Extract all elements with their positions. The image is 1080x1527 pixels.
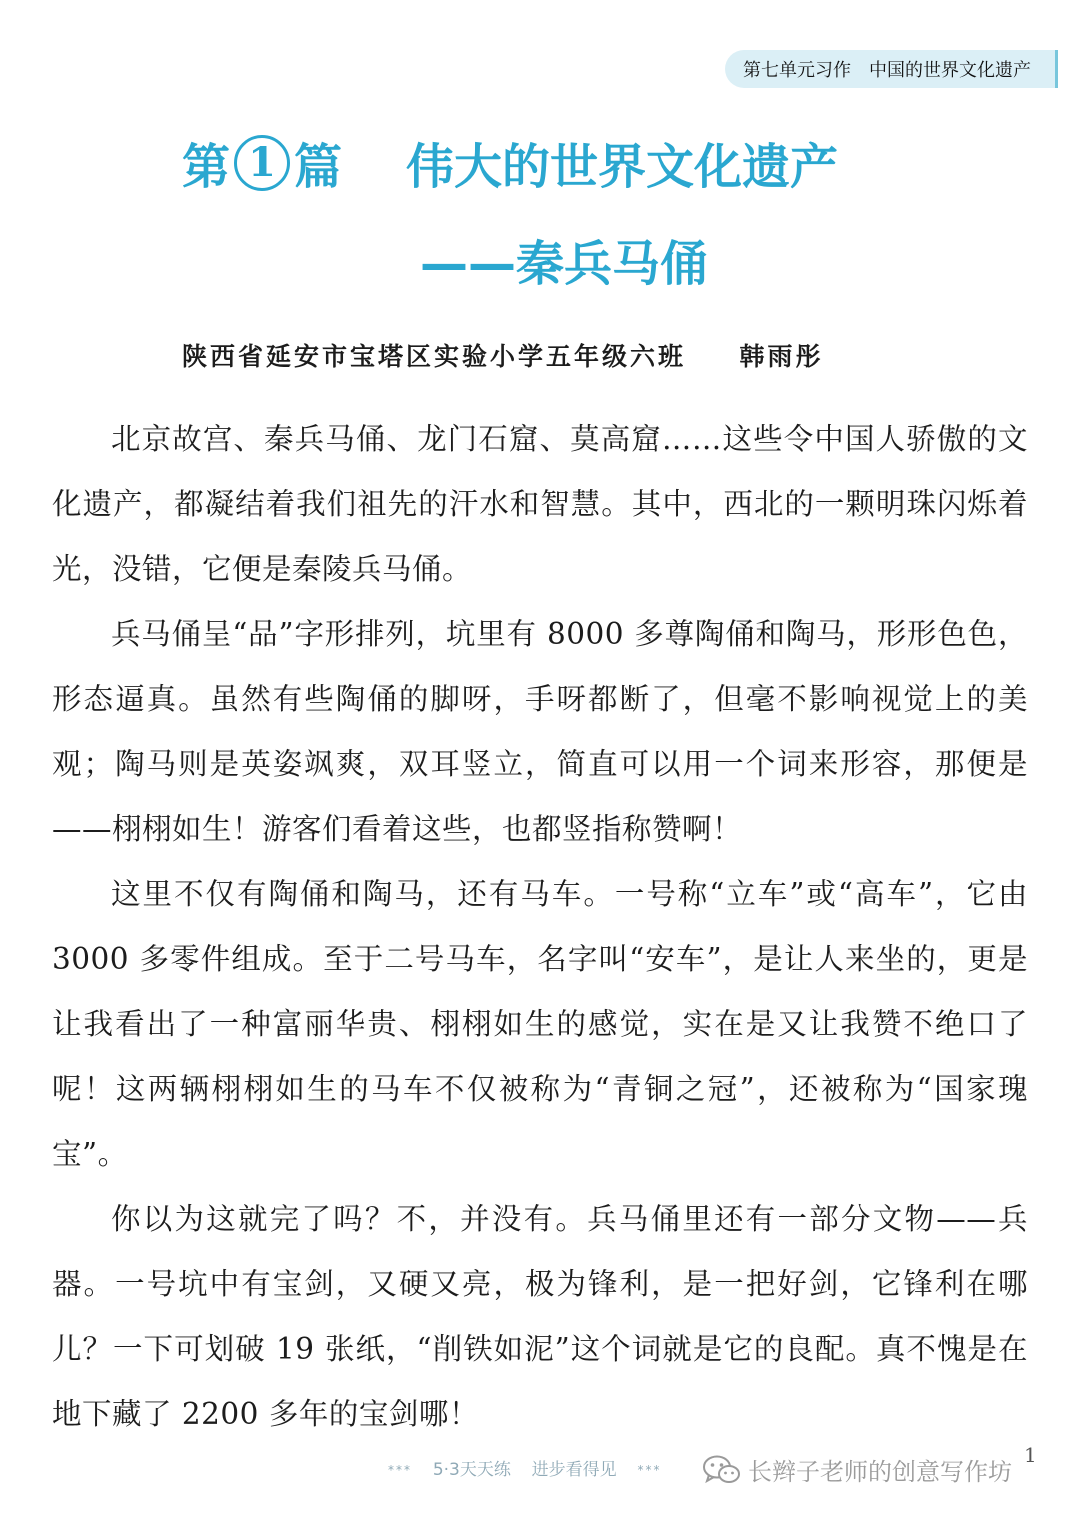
footer-slogan — [388, 1455, 661, 1480]
header-topic: 中国的世界文化遗产 — [869, 60, 1031, 81]
title-main: 伟大的世界文化遗产 — [406, 139, 839, 195]
author-school: 陕西省延安市宝塔区实验小学五年级六班 — [182, 342, 687, 371]
wechat-icon — [702, 1454, 742, 1486]
header-unit: 第七单元习作 — [743, 60, 851, 81]
title-suffix: 篇 — [294, 139, 343, 195]
wechat-watermark — [702, 1452, 1012, 1487]
paragraph: 这里不仅有陶俑和陶马，还有马车。一号称“立车”或“高车”，它由 3000 多零件组成。至于二号马车，名字叫“安车”，是让人来坐的，更是让我看出了一种富丽华贵、栩栩如生的感觉，实在是又让我赞不绝口了呢！这两辆栩栩如生的马车不仅被称为“青铜之冠”，还被称为“国家瑰宝”。 — [52, 877, 1028, 1171]
page-number: 1 — [1024, 1443, 1037, 1467]
author-name: 韩雨彤 — [739, 342, 824, 371]
article-title — [182, 128, 838, 197]
footer-brand: 5·3天天练 — [432, 1460, 511, 1480]
paragraph: 兵马俑呈“品”字形排列，坑里有 8000 多尊陶俑和陶马，形形色色，形态逼真。虽然有些陶俑的脚呀，手呀都断了，但毫不影响视觉上的美观；陶马则是英姿飒爽，双耳竖立，简直可以用一个词来形容，那便是——栩栩如生！游客们看着这些，也都竖指称赞啊！ — [52, 617, 1028, 846]
watermark-text: 长辫子老师的创意写作坊 — [748, 1458, 1012, 1486]
article-number-badge: 1 — [234, 135, 290, 191]
footer-dots-left: *** — [388, 1463, 412, 1477]
paragraph: 北京故宫、秦兵马俑、龙门石窟、莫高窟……这些令中国人骄傲的文化遗产，都凝结着我们祖先的汗水和智慧。其中，西北的一颗明珠闪烁着光，没错，它便是秦陵兵马俑。 — [52, 422, 1028, 586]
footer-slogan-text: 进步看得见 — [531, 1460, 617, 1480]
article-subtitle: ——秦兵马俑 — [420, 236, 709, 292]
footer-dots-right: *** — [637, 1463, 662, 1477]
title-prefix: 第 — [182, 139, 231, 195]
section-header-tab — [725, 50, 1058, 88]
article-body — [52, 407, 1028, 1447]
paragraph: 你以为这就完了吗？不，并没有。兵马俑里还有一部分文物——兵器。一号坑中有宝剑，又硬又亮，极为锋利，是一把好剑，它锋利在哪儿？一下可划破 19 张纸，“削铁如泥”这个词就是它的良配。真不愧是在地下藏了 2200 多年的宝剑哪！ — [52, 1202, 1028, 1431]
author-line — [182, 337, 823, 373]
